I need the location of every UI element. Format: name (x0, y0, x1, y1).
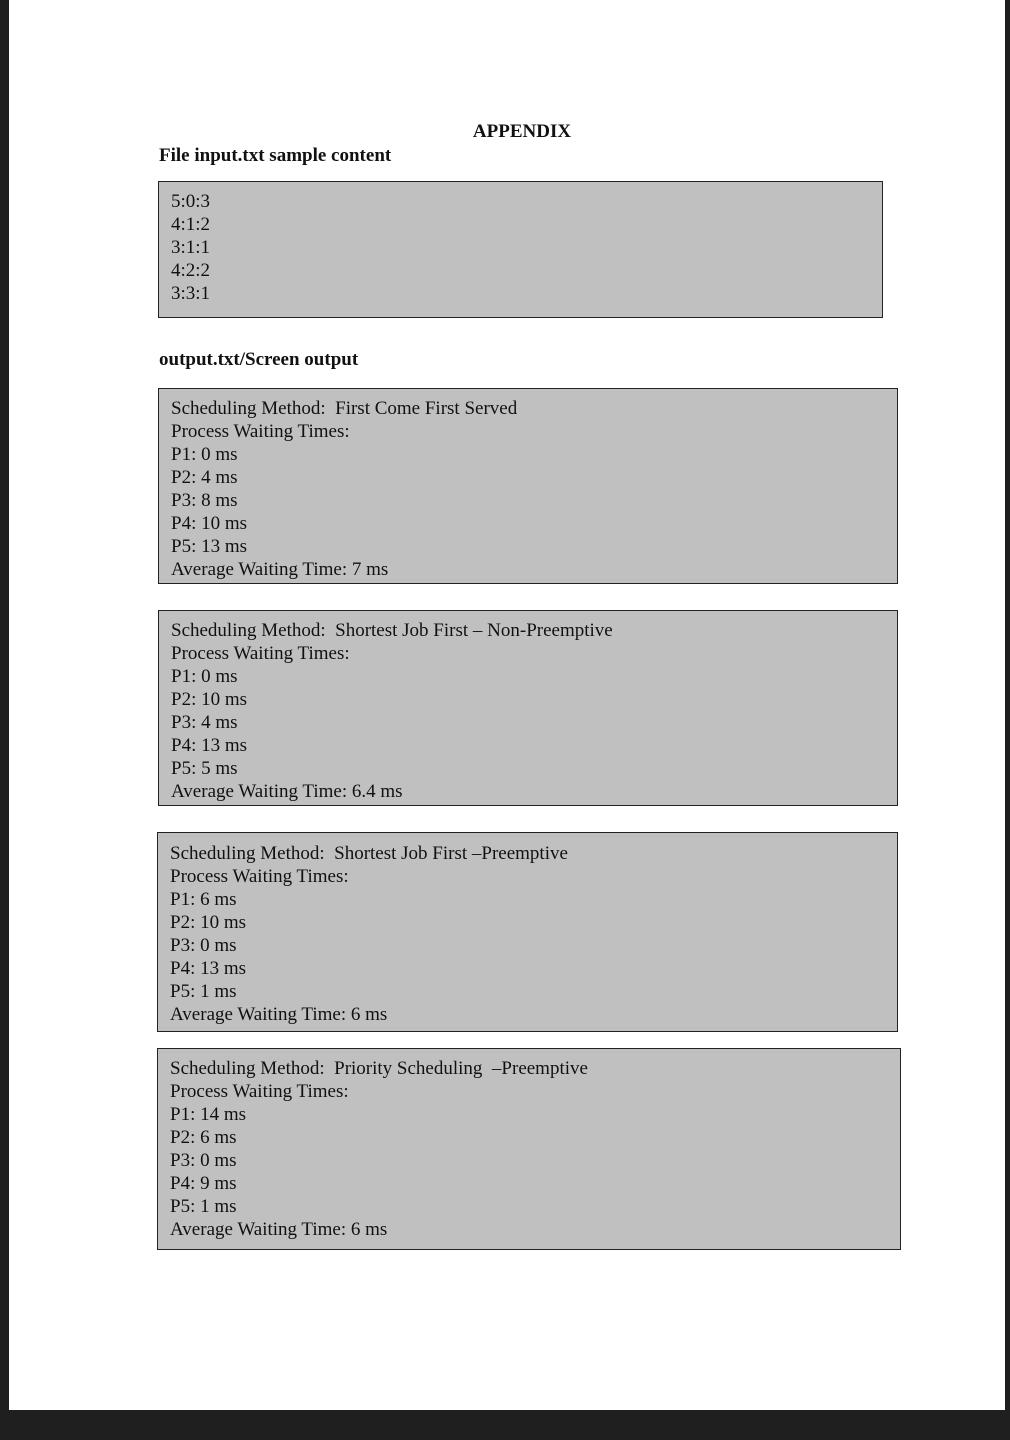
input-line: 3:3:1 (171, 283, 211, 304)
process-waiting-time: P1: 14 ms (170, 1104, 247, 1125)
process-waiting-time: P1: 0 ms (171, 666, 238, 687)
process-waiting-time: P5: 13 ms (171, 536, 248, 557)
scheduling-method: Scheduling Method: Shortest Job First –Preemptive (170, 843, 568, 864)
process-waiting-time: P3: 0 ms (170, 1150, 237, 1171)
process-waiting-time: P3: 4 ms (171, 712, 238, 733)
process-waiting-time: P5: 1 ms (170, 981, 237, 1002)
waiting-times-label: Process Waiting Times: (170, 866, 349, 887)
process-waiting-time: P2: 10 ms (170, 912, 247, 933)
output-block-fcfs (158, 388, 898, 584)
average-waiting-time: Average Waiting Time: 6 ms (170, 1004, 388, 1025)
process-waiting-time: P4: 13 ms (171, 735, 248, 756)
scheduling-method: Scheduling Method: First Come First Served (171, 398, 518, 419)
process-waiting-time: P4: 9 ms (170, 1173, 237, 1194)
scheduling-method: Scheduling Method: Shortest Job First – Non-Preemptive (171, 620, 613, 641)
scheduling-method: Scheduling Method: Priority Scheduling –Preemptive (170, 1058, 588, 1079)
waiting-times-label: Process Waiting Times: (170, 1081, 349, 1102)
output-block-priority-preemptive (157, 1048, 901, 1250)
process-waiting-time: P1: 0 ms (171, 444, 238, 465)
input-line: 4:1:2 (171, 214, 211, 235)
input-line: 4:2:2 (171, 260, 211, 281)
output-section-heading: output.txt/Screen output (159, 349, 359, 370)
output-block-sjf-non-preemptive (158, 610, 898, 806)
input-file-box (158, 181, 883, 318)
process-waiting-time: P5: 5 ms (171, 758, 238, 779)
waiting-times-label: Process Waiting Times: (171, 643, 350, 664)
process-waiting-time: P4: 10 ms (171, 513, 248, 534)
process-waiting-time: P2: 10 ms (171, 689, 248, 710)
process-waiting-time: P1: 6 ms (170, 889, 237, 910)
process-waiting-time: P3: 0 ms (170, 935, 237, 956)
process-waiting-time: P5: 1 ms (170, 1196, 237, 1217)
process-waiting-time: P2: 4 ms (171, 467, 238, 488)
process-waiting-time: P4: 13 ms (170, 958, 247, 979)
input-line: 5:0:3 (171, 191, 211, 212)
average-waiting-time: Average Waiting Time: 7 ms (171, 559, 389, 580)
average-waiting-time: Average Waiting Time: 6.4 ms (171, 781, 403, 802)
document-page (9, 0, 1005, 1410)
output-block-sjf-preemptive (157, 832, 898, 1032)
average-waiting-time: Average Waiting Time: 6 ms (170, 1219, 388, 1240)
process-waiting-time: P3: 8 ms (171, 490, 238, 511)
input-line: 3:1:1 (171, 237, 211, 258)
input-section-heading: File input.txt sample content (159, 145, 392, 166)
waiting-times-label: Process Waiting Times: (171, 421, 350, 442)
page-title: APPENDIX (472, 121, 572, 142)
process-waiting-time: P2: 6 ms (170, 1127, 237, 1148)
